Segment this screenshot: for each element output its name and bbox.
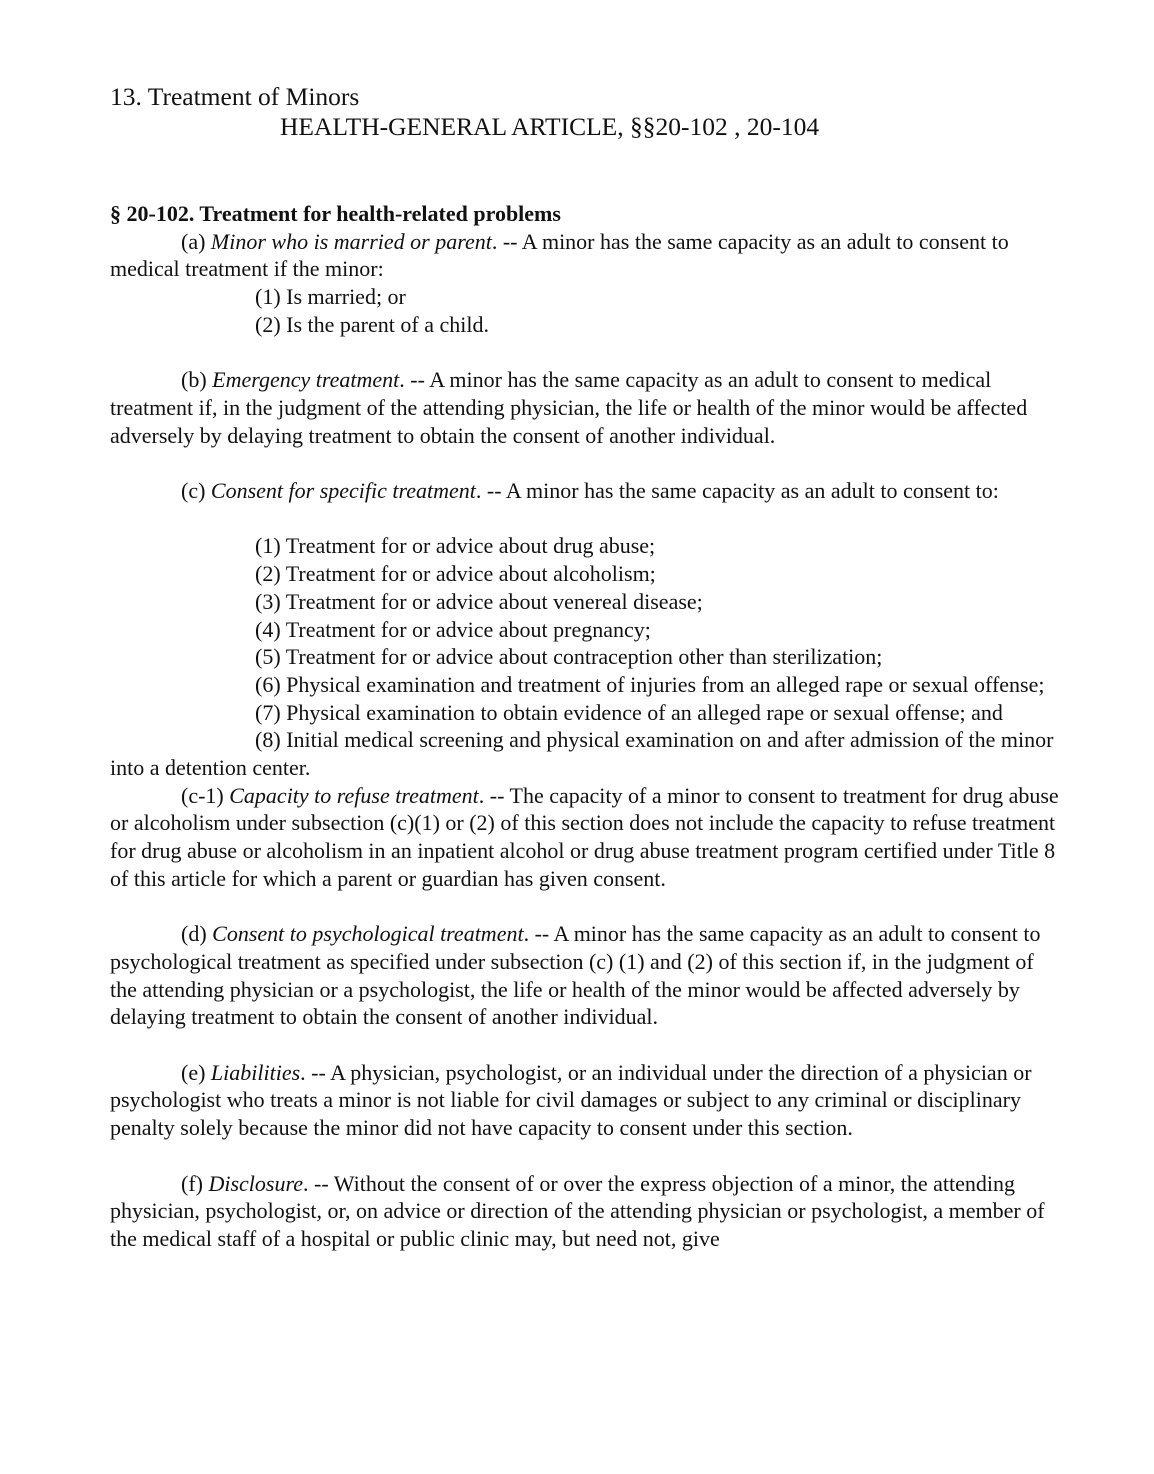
list-item: (1) Treatment for or advice about drug abuse; <box>255 533 656 559</box>
subsection-c1 <box>110 782 1060 893</box>
subsection-c1-label: (c-1) <box>181 782 230 808</box>
subsection-c-title: Consent for specific treatment <box>210 478 476 503</box>
subsection-b-label: (b) <box>181 367 213 393</box>
list-item: (2) Is the parent of a child. <box>255 311 489 337</box>
subsection-c <box>110 477 1060 505</box>
subsection-a-title: Minor who is married or parent <box>210 228 492 254</box>
subsection-e-label: (e) <box>181 1059 211 1085</box>
list-item: (3) Treatment for or advice about venereal disease; <box>255 588 703 614</box>
subsection-e-title: Liabilities <box>210 1059 301 1085</box>
list-item: (6) Physical examination and treatment of injuries from an alleged rape or sexual offense; <box>255 671 1045 697</box>
subsection-d-label: (d) <box>181 921 213 947</box>
subsection-f <box>110 1170 1060 1253</box>
subsection-d-title: Consent to psychological treatment <box>212 921 524 947</box>
list-item: (5) Treatment for or advice about contraception other than sterilization; <box>255 644 883 670</box>
subsection-b <box>110 366 1060 449</box>
subsection-c1-text: . -- The capacity of a minor to consent to treatment for drug abuse or alcoholism under subsection (c)(1) or (2) of this section does not include the capacity to refuse treatment for drug abuse or alcoholism in an inpatient alcohol or drug abuse treatment program certified under Title 8 of this article for which a parent or guardian has given consent. <box>110 782 1059 891</box>
subsection-d-text: . -- A minor has the same capacity as an adult to consent to psychological treatment as specified under subsection (c) (1) and (2) of this section if, in the judgment of the attending physician or a psychologist, the life or health of the minor would be affected adversely by delaying treatment to obtain the consent of another individual. <box>110 921 1041 1030</box>
subsection-c1-title: Capacity to refuse treatment <box>229 782 479 808</box>
subsection-f-text: . -- Without the consent of or over the express objection of a minor, the attending physician, psychologist, or, on advice or direction of the attending physician or psychologist, a member of the medical staff of a hospital or public clinic may, but need not, give <box>110 1170 1045 1251</box>
subsection-e-text: . -- A physician, psychologist, or an individual under the direction of a physician or psychologist who treats a minor is not liable for civil damages or subject to any criminal or disciplinary penalty solely because the minor did not have capacity to consent under this section. <box>110 1059 1032 1141</box>
subsection-f-title: Disclosure <box>208 1170 303 1196</box>
subsection-d <box>110 920 1060 1031</box>
list-item: (2) Treatment for or advice about alcoholism; <box>255 561 656 587</box>
subsection-c-label: (c) <box>181 478 211 503</box>
list-item: (1) Is married; or <box>255 284 406 310</box>
subsection-a-label: (a) <box>181 228 211 254</box>
subsection-a <box>110 228 1060 283</box>
subsection-e <box>110 1059 1060 1142</box>
list-item: (4) Treatment for or advice about pregnancy; <box>255 616 651 642</box>
document-page <box>110 82 1060 1253</box>
section-body <box>110 200 1060 1253</box>
subsection-a-text: . -- A minor has the same capacity as an adult to consent to medical treatment if the minor: <box>110 228 1009 282</box>
subsection-f-label: (f) <box>181 1170 209 1196</box>
subsection-c-text: . -- A minor has the same capacity as an adult to consent to: <box>475 478 999 503</box>
list-item: (8) Initial medical screening and physical examination on and after admission of the minor into a detention center. <box>110 727 1054 781</box>
section-heading: § 20-102. Treatment for health-related problems <box>110 201 561 226</box>
list-item: (7) Physical examination to obtain evidence of an alleged rape or sexual offense; and <box>255 699 1003 725</box>
document-title: 13. Treatment of Minors <box>110 82 360 111</box>
document-subtitle: HEALTH-GENERAL ARTICLE, §§20-102 , 20-104 <box>280 112 820 141</box>
subsection-b-text: . -- A minor has the same capacity as an adult to consent to medical treatment if, in the judgment of the attending physician, the life or health of the minor would be affected adversely by delaying treatment to obtain the consent of another individual. <box>110 367 1028 448</box>
subsection-b-title: Emergency treatment <box>212 367 400 393</box>
